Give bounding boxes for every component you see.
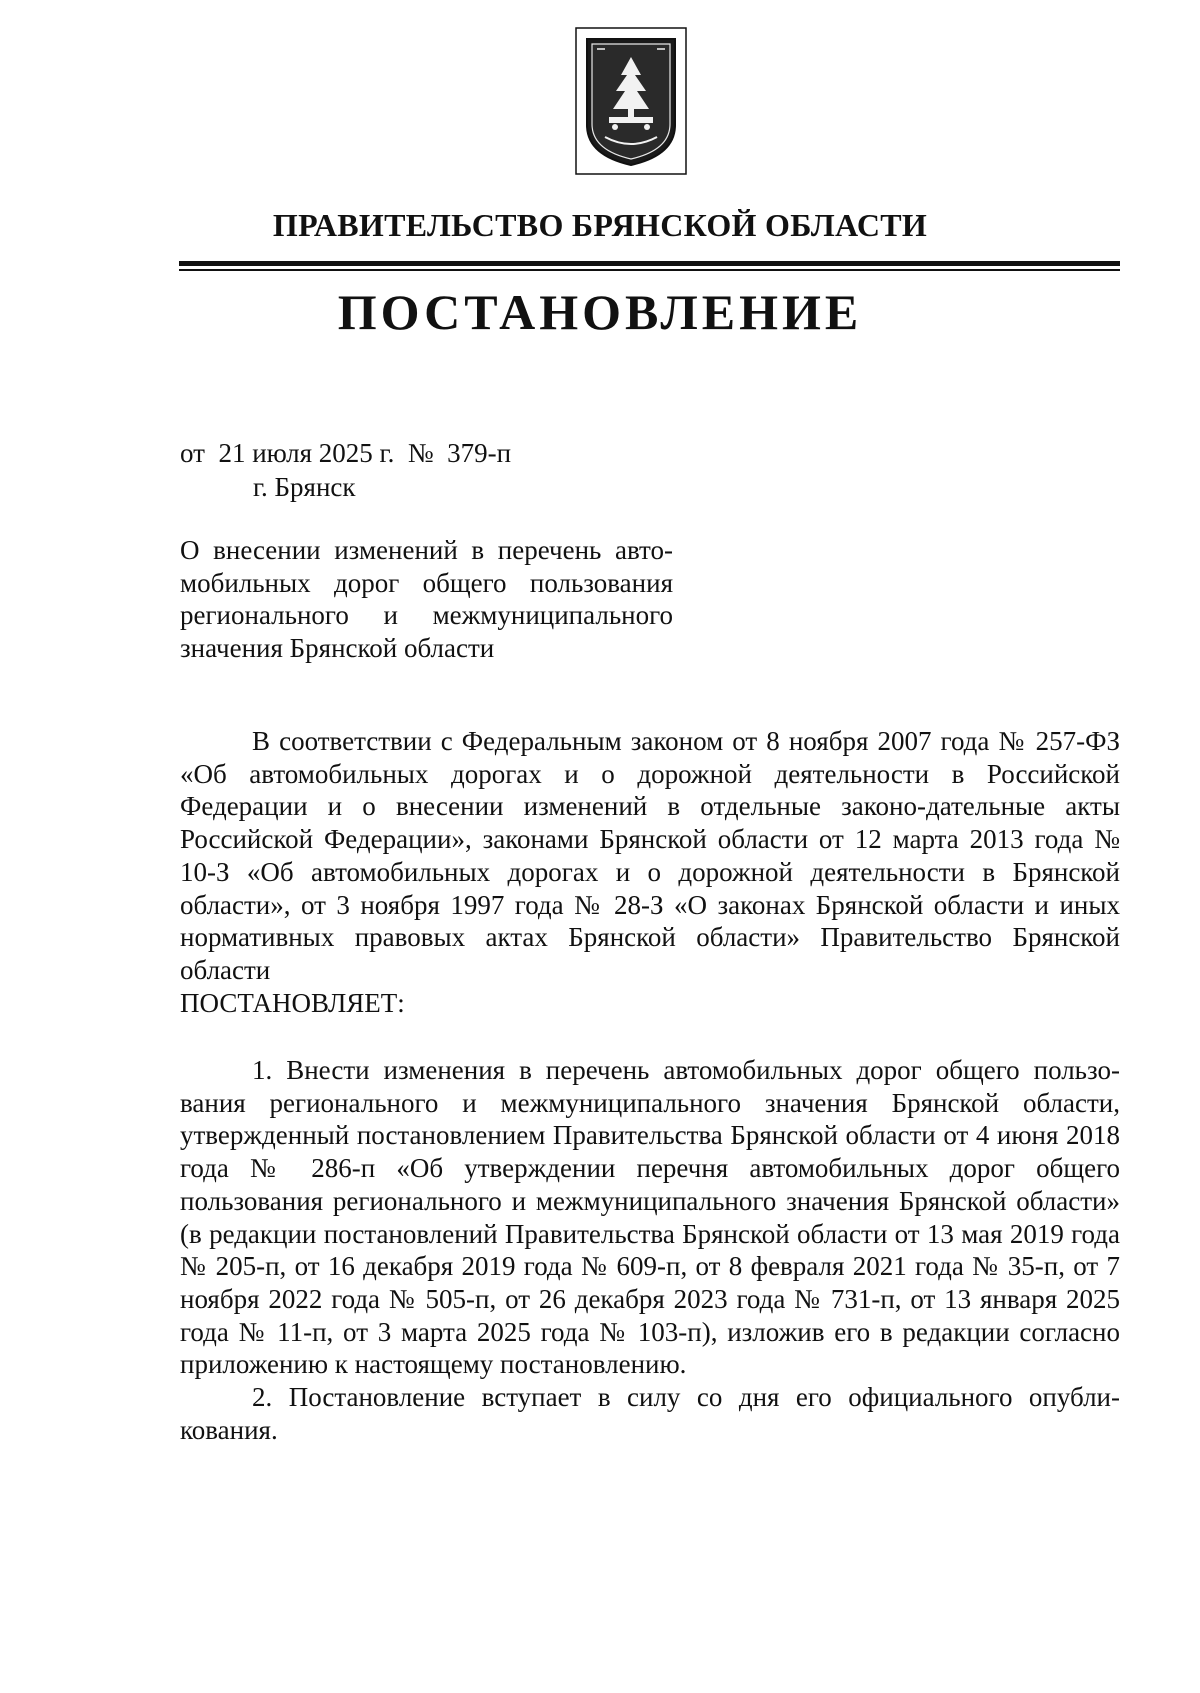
bryansk-coat-of-arms-icon [575, 27, 687, 175]
preamble-paragraph: В соответствии с Федеральным законом от 8 ноября 2007 года № 257-ФЗ «Об автомобильных дорогах и о дорожной деятельности в Российской Федерации и о внесении изменений в отдельные законо-дательные акты Российской Федерации», законами Брянской области от 12 марта 2013 года № 10-З «Об автомобильных дорогах и о дорожной деятельности в Брянской области», от 3 ноября 1997 года № 28-З «О законах Брянской области и иных нормативных правовых актах Брянской области» Правительство Брянской области [180, 726, 1120, 985]
header-divider-thick [179, 261, 1120, 266]
document-date-number: от 21 июля 2025 г. № 379-п [180, 438, 512, 468]
government-name: ПРАВИТЕЛЬСТВО БРЯНСКОЙ ОБЛАСТИ [272, 207, 928, 243]
resolution-item-2: 2. Постановление вступает в силу со дня его официального опубли-кования. [180, 1382, 1120, 1445]
document-subject: О внесении изменений в перечень авто-мобильных дорог общего пользования регионального и межмуниципального значения Брянской области [180, 535, 673, 663]
document-type-title: ПОСТАНОВЛЕНИЕ [337, 284, 863, 340]
resolution-item-1: 1. Внести изменения в перечень автомобильных дорог общего пользо-вания регионального и межмуниципального значения Брянской области, утвержденный постановлением Правительства Брянской области от 4 июня 2018 года № 286-п «Об утверждении перечня автомобильных дорог общего пользования регионального и межмуниципального значения Брянской области» (в редакции постановлений Правительства Брянской области от 13 мая 2019 года № 205-п, от 16 декабря 2019 года № 609-п, от 8 февраля 2021 года № 35-п, от 7 ноября 2022 года № 505-п, от 26 декабря 2023 года № 731-п, от 13 января 2025 года № 11-п, от 3 марта 2025 года № 103-п), изложив его в редакции согласно приложению к настоящему постановлению. [180, 1055, 1120, 1380]
document-city: г. Брянск [253, 472, 356, 502]
header-divider-thin [179, 269, 1120, 271]
resolve-heading: ПОСТАНОВЛЯЕТ: [180, 988, 405, 1018]
